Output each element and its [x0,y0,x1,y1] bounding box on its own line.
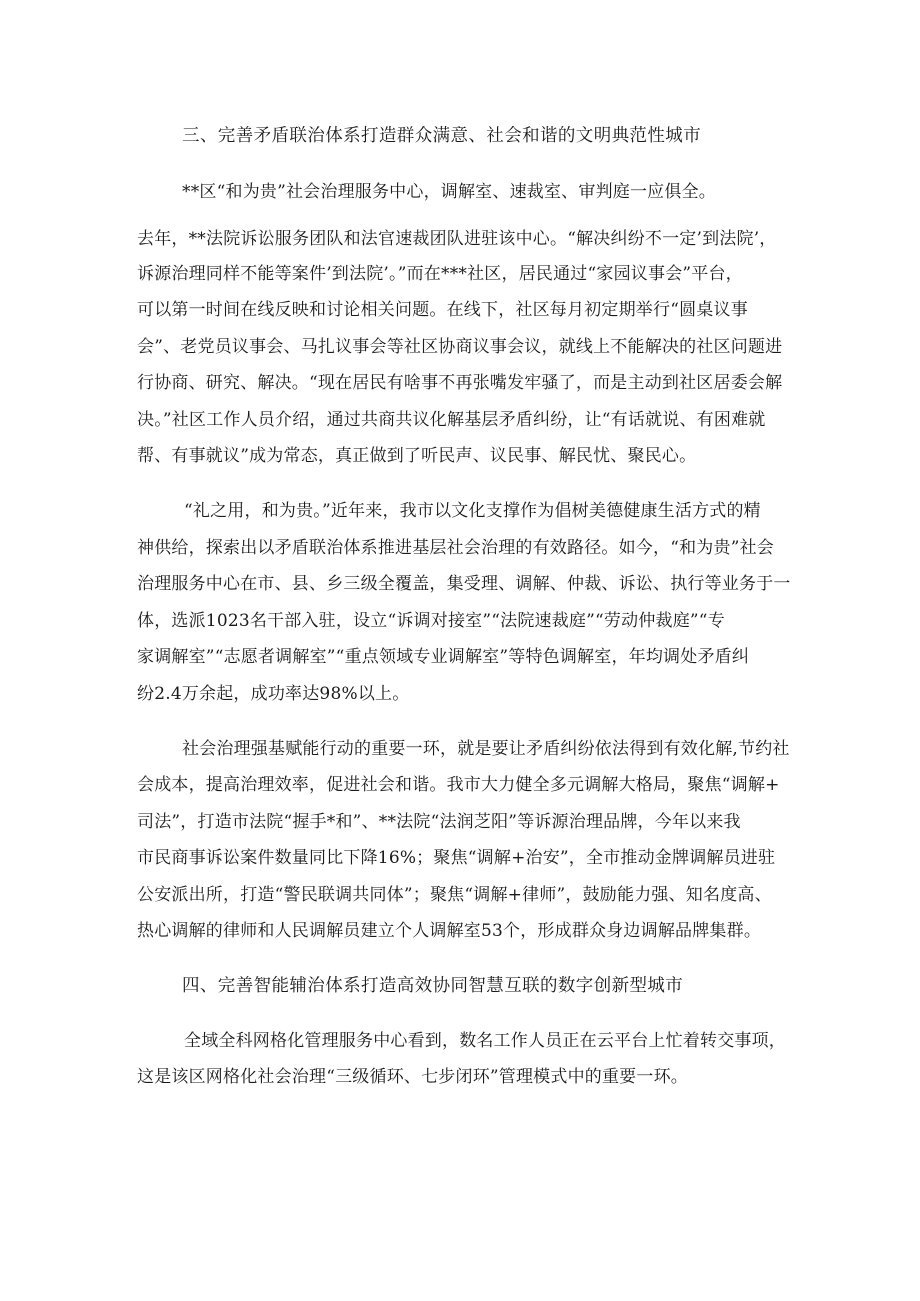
paragraph-line: 这是该区网格化社会治理“三级循环、七步闭环”管理模式中的重要一环。 [137,1067,688,1087]
section-4-heading: 四、完善智能辅治体系打造高效协同智慧互联的数字创新型城市 [182,976,684,996]
paragraph-line: 去年，**法院诉讼服务团队和法官速裁团队进驻该中心。“解决纠纷不一定’到法院’， [137,229,777,249]
paragraph-line: **区“和为贵”社会治理服务中心，调解室、速裁室、审判庭一应俱全。 [182,182,716,202]
paragraph-line: 市民商事诉讼案件数量同比下降16%；聚焦“调解+治安”，全市推动金牌调解员进驻 [137,848,776,868]
paragraph-line: 行协商、研究、解决。“现在居民有啥事不再张嘴发牢骚了，而是主动到社区居委会解 [137,373,783,393]
paragraph-line: 全域全科网格化管理服务中心看到，数名工作人员正在云平台上忙着转交事项， [184,1031,786,1051]
paragraph-line: 治理服务中心在市、县、乡三级全覆盖，集受理、调解、仲裁、诉讼、执行等业务于一 [137,574,791,594]
paragraph-line: 决。”社区工作人员介绍，通过共商共议化解基层矛盾纠纷，让“有话就说、有困难就 [137,410,766,430]
paragraph-line: 会”、老党员议事会、马扎议事会等社区协商议事会议，就线上不能解决的社区问题进 [137,337,783,357]
section-3-heading: 三、完善矛盾联治体系打造群众满意、社会和谐的文明典范性城市 [182,126,702,146]
paragraph-line: 可以第一时间在线反映和讨论相关问题。在线下，社区每月初定期举行“圆桌议事 [137,300,748,320]
paragraph-line: 司法”，打造市法院“握手*和”、**法院“法润芝阳”等诉源治理品牌，今年以来我 [137,812,741,832]
paragraph-line: 帮、有事就议”成为常态，真正做到了听民声、议民事、解民忧、聚民心。 [137,446,697,466]
paragraph-line: 公安派出所，打造“警民联调共同体”；聚焦“调解+律师”，鼓励能力强、知名度高、 [137,885,772,905]
paragraph-line: 社会治理强基赋能行动的重要一环，就是要让矛盾纠纷依法得到有效化解,节约社 [182,739,790,759]
paragraph-line: “礼之用，和为贵。”近年来，我市以文化支撑作为倡树美德健康生活方式的精 [184,501,761,521]
paragraph-line: 热心调解的律师和人民调解员建立个人调解室53个，形成群众身边调解品牌集群。 [137,921,762,941]
paragraph-line: 体，选派1023名干部入驻，设立“诉调对接室”“法院速裁庭”“劳动仲裁庭”“专 [137,611,725,631]
paragraph-line: 纷2.4万余起，成功率达98%以上。 [137,684,410,704]
paragraph-line: 家调解室”“志愿者调解室”“重点领域专业调解室”等特色调解室，年均调处矛盾纠 [137,647,750,667]
paragraph-line: 诉源治理同样不能等案件’到法院’。”而在***社区，居民通过“家园议事会”平台， [137,264,743,284]
paragraph-line: 会成本，提高治理效率，促进社会和谐。我市大力健全多元调解大格局，聚焦“调解+ [137,775,780,795]
paragraph-line: 神供给，探索出以矛盾联治体系推进基层社会治理的有效路径。如今，“和为贵”社会 [137,538,774,558]
